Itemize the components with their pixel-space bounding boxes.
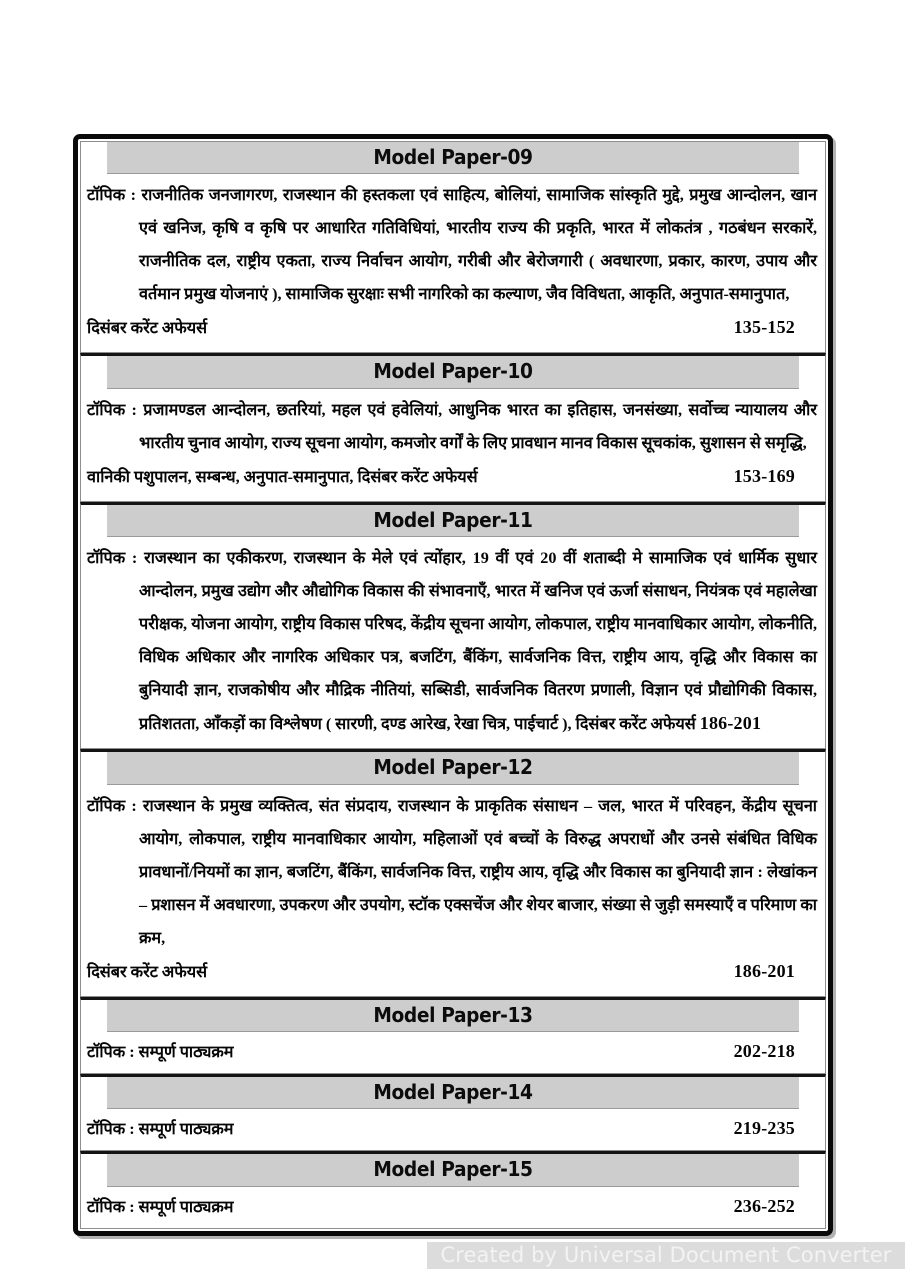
paper-tail-text-12: दिसंबर करेंट अफेयर्स — [87, 962, 208, 981]
paper-topic-15 — [81, 1187, 825, 1228]
paper-heading-09: Model Paper-09 — [107, 142, 799, 174]
paper-heading-12: Model Paper-12 — [107, 752, 799, 784]
paper-pages-11: 186-201 — [699, 713, 762, 734]
paper-topic-09 — [81, 174, 825, 352]
paper-pages-15: 236-252 — [733, 1195, 795, 1216]
paper-heading-11: Model Paper-11 — [107, 505, 799, 537]
paper-pages-09: 135-152 — [733, 317, 795, 338]
paper-block-09 — [80, 141, 826, 353]
paper-block-10 — [80, 353, 826, 501]
paper-topic-flow-11 — [87, 542, 817, 741]
paper-block-12 — [80, 749, 826, 996]
paper-pages-14: 219-235 — [733, 1118, 795, 1139]
paper-tail-text-09: दिसंबर करेंट अफेयर्स — [87, 319, 208, 338]
paper-tail-text-10: वानिकी पशुपालन, सम्बन्ध, अनुपात-समानुपात, दिसंबर करेंट अफेयर्स — [87, 467, 478, 486]
paper-block-13 — [80, 997, 826, 1074]
paper-heading-10: Model Paper-10 — [107, 356, 799, 388]
paper-topic-text-11: टॉपिक : राजस्थान का एकीकरण, राजस्थान के मेले एवं त्योंहार, 19 वीं एवं 20 वीं शताब्दी मे सामाजिक एवं धार्मिक सुधार आन्दोलन, प्रमुख उद्योग और औद्योगिक विकास की संभावनाएँ, भारत में खनिज एवं ऊर्जा संसाधन, नियंत्रक एवं महालेखा परीक्षक, योजना आयोग, राष्ट्रीय विकास परिषद, केंद्रीय सूचना आयोग, लोकपाल, राष्ट्रीय मानवाधिकार आयोग, लोकनीति, विधिक अधिकार और नागरिक अधिकार पत्र, बजटिंग, बैंकिंग, सार्वजनिक वित्त, राष्ट्रीय आय, वृद्धि और विकास का बुनियादी ज्ञान, राजकोषीय और मौद्रिक नीतियां, सब्सिडी, सार्वजनिक वितरण प्रणाली, विज्ञान एवं प्रौद्योगिकी विकास, प्रतिशतता, आँकड़ों का विश्लेषण ( सारणी, दण्ड आरेख, रेखा चित्र, पाईचार्ट ), दिसंबर करेंट अफेयर्स — [87, 549, 817, 734]
paper-pages-10: 153-169 — [733, 465, 795, 486]
paper-topic-text-12: टॉपिक : राजस्थान के प्रमुख व्यक्तित्व, संत संप्रदाय, राजस्थान के प्राकृतिक संसाधन – जल, भारत में परिवहन, केंद्रीय सूचना आयोग, लोकपाल, राष्ट्रीय मानवाधिकार आयोग, महिलाओं एवं बच्चों के विरुद्ध अपराधों और उनसे संबंधित विधिक प्रावधानों/नियमों का ज्ञान, बजटिंग, बैंकिंग, सार्वजनिक वित्त, राष्ट्रीय आय, वृद्धि और विकास का बुनियादी ज्ञान : लेखांकन – प्रशासन में अवधारणा, उपकरण और उपयोग, स्टॉक एक्सचेंज और शेयर बाजार, संख्या से जुड़ी समस्याएँ व परिमाण का क्रम, — [87, 796, 817, 947]
paper-topic-10 — [81, 389, 825, 501]
model-paper-index-table — [73, 134, 833, 1236]
paper-topic-11 — [81, 537, 825, 748]
paper-pages-12: 186-201 — [733, 960, 795, 981]
paper-block-11 — [80, 502, 826, 749]
paper-topic-13 — [81, 1032, 825, 1073]
paper-topic-text-13: टॉपिक : सम्पूर्ण पाठ्यक्रम — [87, 1042, 234, 1061]
paper-topic-text-14: टॉपिक : सम्पूर्ण पाठ्यक्रम — [87, 1120, 234, 1139]
paper-heading-13: Model Paper-13 — [107, 1000, 799, 1032]
paper-topic-14 — [81, 1109, 825, 1150]
paper-topic-text-10: टॉपिक : प्रजामण्डल आन्दोलन, छतरियां, महल एवं हवेलियां, आधुनिक भारत का इतिहास, जनसंख्या, सर्वोच्च न्यायालय और भारतीय चुनाव आयोग, राज्य सूचना आयोग, कमजोर वर्गों के लिए प्रावधान मानव विकास सूचकांक, सुशासन से समृद्धि, — [87, 400, 817, 452]
paper-topic-12 — [81, 785, 825, 996]
paper-heading-15: Model Paper-15 — [107, 1154, 799, 1186]
paper-block-15 — [80, 1151, 826, 1228]
paper-topic-text-09: टॉपिक : राजनीतिक जनजागरण, राजस्थान की हस्तकला एवं साहित्य, बोलियां, सामाजिक सांस्कृति मुद्दे, प्रमुख आन्दोलन, खान एवं खनिज, कृषि व कृषि पर आधारित गतिविधियां, भारतीय राज्य की प्रकृति, भारत में लोकतंत्र , गठबंधन सरकारें, राजनीतिक दल, राष्ट्रीय एकता, राज्य निर्वाचन आयोग, गरीबी और बेरोजगारी ( अवधारणा, प्रकार, कारण, उपाय और वर्तमान प्रमुख योजनाएं ), सामाजिक सुरक्षाः सभी नागरिको का कल्याण, जैव विविधता, आकृति, अनुपात-समानुपात, — [87, 186, 817, 304]
paper-topic-text-15: टॉपिक : सम्पूर्ण पाठ्यक्रम — [87, 1197, 234, 1216]
paper-tail-row-10 — [87, 460, 817, 494]
paper-tail-row-09 — [87, 311, 817, 345]
paper-tail-row-12 — [87, 955, 817, 989]
paper-heading-14: Model Paper-14 — [107, 1077, 799, 1109]
paper-pages-13: 202-218 — [733, 1040, 795, 1061]
watermark-universal-document-converter: Created by Universal Document Converter — [427, 1242, 905, 1269]
paper-block-14 — [80, 1074, 826, 1151]
